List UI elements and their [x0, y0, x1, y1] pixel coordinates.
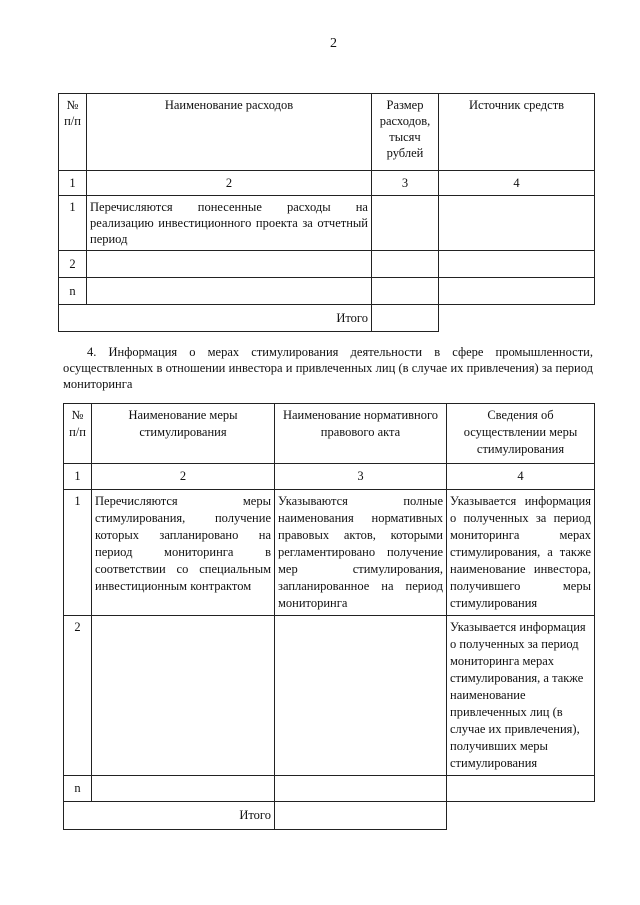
expense-name-cell	[87, 278, 372, 305]
total-cell	[275, 802, 447, 830]
col-number: 4	[447, 464, 595, 490]
measure-cell: Перечисляются меры стимулирования, получение которых запланировано на период мониторинга в соответствии со специальным инвестиционным контрактом	[92, 490, 275, 616]
section-4-heading	[63, 344, 593, 392]
measure-cell	[92, 616, 275, 776]
header-implementation-info: Сведения об осуществлении меры стимулирования	[447, 404, 595, 464]
header-funding-source: Источник средств	[439, 94, 595, 171]
header-number: № п/п	[59, 94, 87, 171]
expenses-table	[58, 93, 595, 332]
amount-cell	[372, 251, 439, 278]
source-cell	[439, 196, 595, 251]
col-number: 3	[372, 171, 439, 196]
section-4-line: осуществленных в отношении инвестора и привлеченных лиц (в случае их привлечения) за период мониторинга	[63, 361, 593, 391]
header-number: № п/п	[64, 404, 92, 464]
table-row	[59, 278, 595, 305]
info-cell	[447, 776, 595, 802]
expense-line: период	[90, 232, 128, 246]
amount-cell	[372, 278, 439, 305]
legal-act-cell: Указываются полные наименования нормативных правовых актов, которыми регламентировано получение мер стимулирования, запланированное на период мониторинга	[275, 490, 447, 616]
row-number: 1	[64, 490, 92, 616]
row-number: 2	[64, 616, 92, 776]
header-expense-name: Наименование расходов	[87, 94, 372, 171]
col-number: 2	[92, 464, 275, 490]
row-number: 1	[59, 196, 87, 251]
info-cell: Указывается информация о полученных за период мониторинга мерах стимулирования, а также наименование привлеченных лиц (в случае их привлечения), получивших меры стимулирования	[447, 616, 595, 776]
table-row	[59, 251, 595, 278]
total-row	[59, 305, 595, 332]
total-label: Итого	[64, 802, 275, 830]
row-number: 2	[59, 251, 87, 278]
expense-line: Перечисляются понесенные расходы на	[90, 200, 368, 214]
row-number: n	[59, 278, 87, 305]
source-cell	[439, 251, 595, 278]
col-number: 4	[439, 171, 595, 196]
col-number: 1	[64, 464, 92, 490]
legal-act-cell	[275, 776, 447, 802]
total-label: Итого	[59, 305, 372, 332]
col-number: 1	[59, 171, 87, 196]
expense-line: реализацию инвестиционного проекта за отчетный	[90, 216, 368, 230]
table-row	[59, 196, 595, 251]
source-cell	[439, 278, 595, 305]
measure-cell	[92, 776, 275, 802]
table-row	[64, 616, 595, 776]
col-number: 2	[87, 171, 372, 196]
page-number: 2	[330, 36, 337, 51]
header-expense-amount: Размер расходов, тысяч рублей	[372, 94, 439, 171]
legal-act-cell	[275, 616, 447, 776]
section-4-line: 4. Информация о мерах стимулирования деятельности в сфере промышленности,	[87, 345, 593, 359]
total-row	[64, 802, 595, 830]
header-legal-act: Наименование нормативного правового акта	[275, 404, 447, 464]
amount-cell	[372, 196, 439, 251]
table-row	[64, 776, 595, 802]
expense-name-cell	[87, 251, 372, 278]
col-number: 3	[275, 464, 447, 490]
row-number: n	[64, 776, 92, 802]
table-row	[64, 490, 595, 616]
expense-name-cell	[87, 196, 372, 251]
stimulus-measures-table	[63, 403, 595, 830]
total-amount-cell	[372, 305, 439, 332]
info-cell: Указывается информация о полученных за период мониторинга мерах стимулирования, а также наименование инвестора, получившего меры стимулирования	[447, 490, 595, 616]
header-measure-name: Наименование меры стимулирования	[92, 404, 275, 464]
